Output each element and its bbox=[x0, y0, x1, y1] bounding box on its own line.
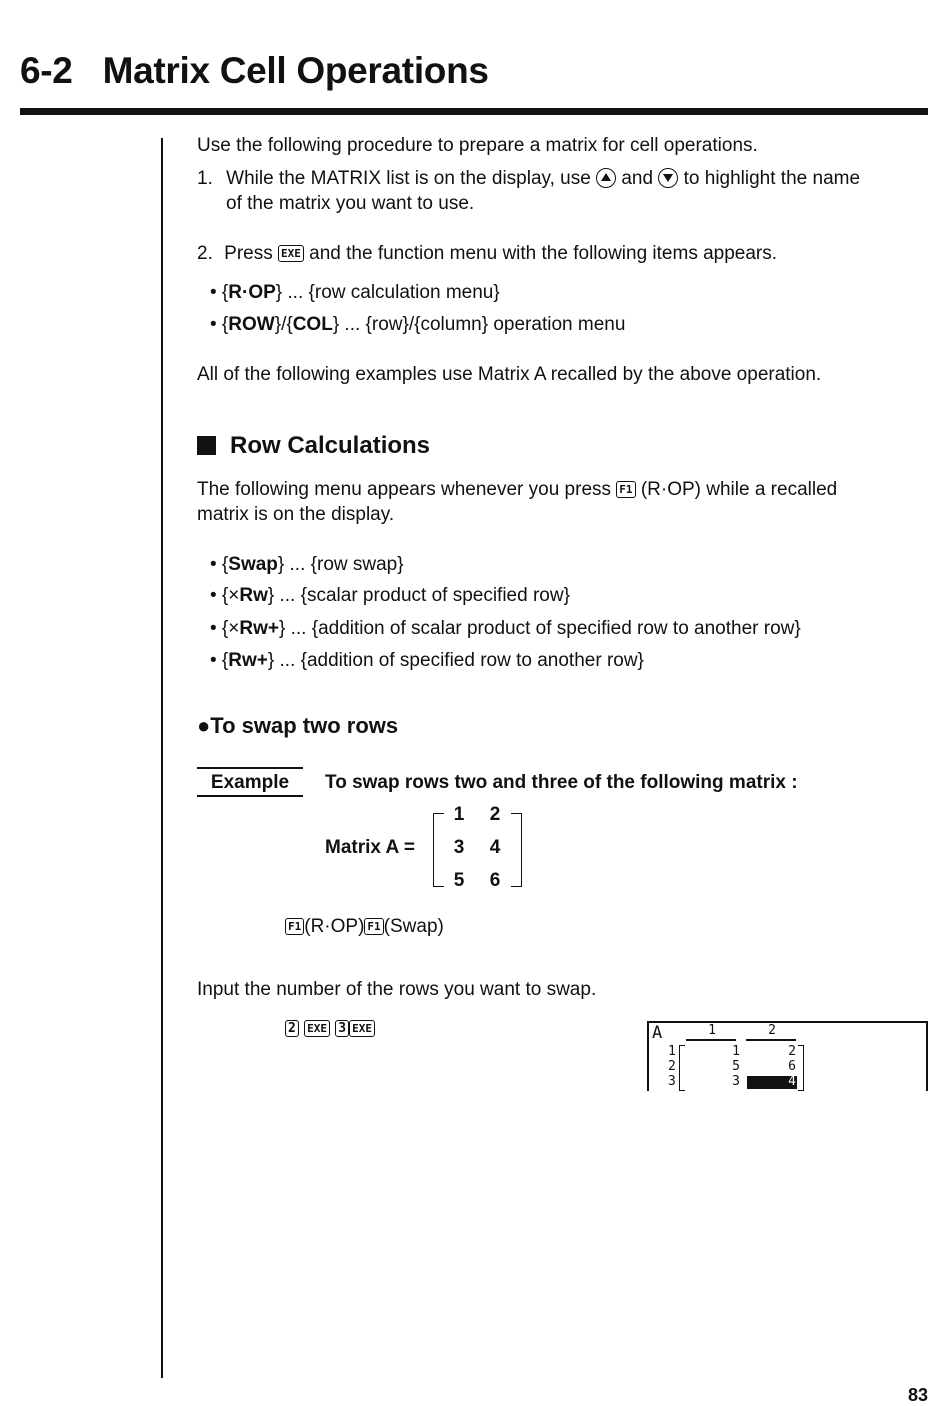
swap-heading: ●To swap two rows bbox=[197, 713, 399, 738]
row-calc-text-line2: matrix is on the display. bbox=[197, 504, 395, 525]
f1-key-icon: F1 bbox=[364, 918, 383, 935]
menu-item-rop bbox=[210, 280, 500, 305]
step-number: 2. bbox=[197, 243, 213, 264]
matrix-bracket-left bbox=[433, 813, 444, 887]
key-sequence-1 bbox=[285, 914, 444, 939]
step-text: and bbox=[621, 168, 654, 189]
step-text: While the MATRIX list is on the display, use bbox=[226, 168, 591, 189]
lcd-row-label: 2 bbox=[668, 1059, 676, 1074]
matrix-cell: 5 bbox=[453, 870, 465, 891]
key-sequence-2 bbox=[285, 1016, 375, 1041]
menu-description: } ... {row calculation menu} bbox=[275, 282, 500, 303]
up-arrow-key-icon bbox=[596, 168, 616, 188]
menu-key-label: ROW bbox=[228, 314, 275, 335]
lcd-matrix-name: A bbox=[652, 1023, 663, 1043]
step-number: 1. bbox=[197, 168, 213, 189]
example-rule-top bbox=[197, 767, 303, 769]
exe-key-icon: EXE bbox=[278, 245, 304, 262]
bullet-text: • { bbox=[210, 282, 229, 303]
lcd-cell-selected: 4 bbox=[788, 1074, 796, 1089]
title-rule bbox=[20, 108, 928, 115]
row-item-swap bbox=[210, 552, 404, 577]
row-item-rw-plus bbox=[210, 648, 644, 673]
bullet-text: • { bbox=[210, 314, 229, 335]
key-caption: (R·OP) bbox=[304, 916, 365, 937]
lcd-cell: 1 bbox=[732, 1044, 740, 1059]
step-text: to highlight the name bbox=[683, 168, 861, 189]
key-caption: (Swap) bbox=[383, 916, 444, 937]
lcd-bracket-right bbox=[798, 1045, 804, 1091]
menu-description: } ... {row swap} bbox=[277, 554, 404, 575]
menu-key-label: COL bbox=[292, 314, 333, 335]
bullet-text: }/{ bbox=[274, 314, 293, 335]
lcd-cell: 5 bbox=[732, 1059, 740, 1074]
matrix-bracket-right bbox=[511, 813, 522, 887]
bullet-text: • {× bbox=[210, 618, 240, 639]
menu-key-label: Rw bbox=[239, 585, 268, 606]
lcd-row-label: 1 bbox=[668, 1044, 676, 1059]
menu-description: } ... {addition of specified row to another row} bbox=[267, 650, 644, 671]
lcd-col-header: 1 bbox=[708, 1023, 716, 1038]
input-text: Input the number of the rows you want to swap. bbox=[197, 979, 597, 1000]
menu-description: } ... {addition of scalar product of specified row to another row} bbox=[278, 618, 801, 639]
body-text: (R·OP) while a recalled bbox=[640, 479, 838, 500]
menu-key-label: Rw+ bbox=[228, 650, 268, 671]
matrix-cell: 1 bbox=[453, 804, 465, 825]
lcd-cell: 2 bbox=[788, 1044, 796, 1059]
exe-key-icon: EXE bbox=[304, 1020, 330, 1037]
body-text: The following menu appears whenever you press bbox=[197, 479, 612, 500]
matrix-cell: 6 bbox=[489, 870, 501, 891]
f1-key-icon: F1 bbox=[616, 481, 635, 498]
bullet-text: • {× bbox=[210, 585, 240, 606]
bullet-text: • { bbox=[210, 650, 229, 671]
row-item-xrw bbox=[210, 583, 570, 608]
number-2-key-icon: 2 bbox=[285, 1020, 299, 1037]
lcd-col-underline bbox=[746, 1039, 796, 1041]
intro-text: Use the following procedure to prepare a matrix for cell operations. bbox=[197, 135, 758, 156]
square-bullet-icon bbox=[197, 436, 216, 455]
row-item-xrw-plus bbox=[210, 616, 801, 641]
step-1-line2: of the matrix you want to use. bbox=[226, 193, 475, 214]
heading-text: Row Calculations bbox=[230, 432, 431, 459]
matrix-cell: 4 bbox=[489, 837, 501, 858]
lcd-bracket-left bbox=[679, 1045, 685, 1091]
bullet-text: • { bbox=[210, 554, 229, 575]
example-text: To swap rows two and three of the following matrix : bbox=[325, 772, 798, 793]
chapter-title bbox=[20, 50, 489, 92]
row-calc-heading bbox=[197, 432, 430, 460]
section-number: 6-2 bbox=[20, 50, 73, 91]
example-rule-bottom bbox=[197, 795, 303, 797]
lcd-row-label: 3 bbox=[668, 1074, 676, 1089]
step-1 bbox=[197, 166, 860, 191]
step-2 bbox=[197, 241, 777, 266]
lcd-cell: 6 bbox=[788, 1059, 796, 1074]
margin-rule bbox=[161, 138, 163, 1378]
page-number: 83 bbox=[907, 1385, 928, 1405]
matrix-cell: 3 bbox=[453, 837, 465, 858]
menu-key-label: R·OP bbox=[228, 282, 276, 303]
step-text: and the function menu with the following items appears. bbox=[309, 243, 778, 264]
row-calc-text bbox=[197, 477, 837, 502]
menu-key-label: Swap bbox=[228, 554, 278, 575]
matrix-label: Matrix A = bbox=[325, 837, 415, 858]
lcd-col-underline bbox=[686, 1039, 736, 1041]
step-text: Press bbox=[224, 243, 273, 264]
matrix-cell: 2 bbox=[489, 804, 501, 825]
menu-description: } ... {scalar product of specified row} bbox=[267, 585, 570, 606]
exe-key-icon: EXE bbox=[349, 1020, 375, 1037]
example-label: Example bbox=[210, 772, 290, 793]
menu-item-row-col bbox=[210, 312, 625, 337]
menu-key-label: Rw+ bbox=[239, 618, 279, 639]
f1-key-icon: F1 bbox=[285, 918, 304, 935]
intro-footer: All of the following examples use Matrix A recalled by the above operation. bbox=[197, 364, 822, 385]
lcd-cell: 3 bbox=[732, 1074, 740, 1089]
menu-description: } ... {row}/{column} operation menu bbox=[332, 314, 626, 335]
section-title: Matrix Cell Operations bbox=[102, 50, 489, 91]
lcd-col-header: 2 bbox=[768, 1023, 776, 1038]
down-arrow-key-icon bbox=[658, 168, 678, 188]
number-3-key-icon: 3 bbox=[335, 1020, 349, 1037]
